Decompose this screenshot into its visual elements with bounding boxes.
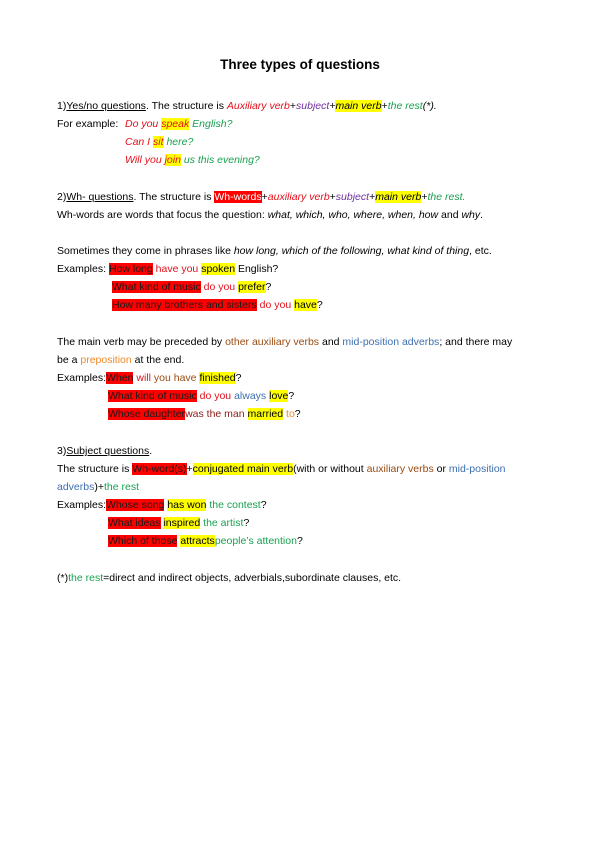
section1-main-verb: main verb xyxy=(335,100,382,112)
plus-sign: + xyxy=(289,100,297,112)
footnote-marker: (*) xyxy=(57,572,69,584)
example-wh: What kind of music xyxy=(108,390,197,402)
example-rest: us this evening? xyxy=(183,154,260,166)
section3-main-verb: conjugated main verb xyxy=(192,463,294,475)
example-main-verb: speak xyxy=(161,118,190,130)
section1-example-1-text xyxy=(125,117,232,131)
example-main-verb: sit xyxy=(153,136,164,148)
preposition: preposition xyxy=(80,354,132,366)
section1-aux: Auxiliary verb xyxy=(226,100,290,112)
section2-definition xyxy=(57,208,483,222)
section1-heading: Yes/no questions xyxy=(66,100,146,112)
section3-aux-verbs: auxiliary verbs xyxy=(366,463,434,475)
note-text: be a xyxy=(57,354,81,366)
wh-word-list: what, which, who, where, when, how xyxy=(267,209,439,221)
example-adverb: always xyxy=(234,390,267,402)
section2-example-5 xyxy=(108,389,294,403)
section1-structure-line xyxy=(57,99,437,113)
example-wh: When xyxy=(106,372,134,384)
section3-adverbs: adverbs xyxy=(57,481,95,493)
section2-example-2 xyxy=(112,280,271,294)
examples-label: Examples: xyxy=(57,372,107,384)
footnote-text: =direct and indirect objects, adverbials,subordinate clauses, etc. xyxy=(103,572,402,584)
example-main-verb: have xyxy=(294,299,317,311)
for-example-label: For example: xyxy=(57,118,119,130)
section2-wh-words: Wh-words xyxy=(214,191,262,203)
question-mark: ? xyxy=(316,299,323,311)
examples-label: Examples: xyxy=(57,499,107,511)
other-aux-verbs: other auxiliary verbs xyxy=(225,336,320,348)
example-wh: Which of those xyxy=(108,535,178,547)
section3-number: 3) xyxy=(57,445,67,457)
phrases-etc: , etc. xyxy=(469,245,492,257)
example-rest: the contest xyxy=(209,499,261,511)
note-and: and xyxy=(319,336,343,348)
structure-text: (with or without xyxy=(293,463,367,475)
section2-preposition-note xyxy=(57,353,184,367)
example-rest: English? xyxy=(192,118,233,130)
question-mark: ? xyxy=(265,281,272,293)
question-mark: ? xyxy=(294,408,301,420)
section3-example-3 xyxy=(108,534,303,548)
structure-text: )+ xyxy=(94,481,104,493)
structure-or: or xyxy=(433,463,449,475)
example-aux-subject: Can I xyxy=(125,136,151,148)
section2-phrases xyxy=(57,244,492,258)
section2-example-4 xyxy=(57,371,242,385)
section3-structure-line-2 xyxy=(57,480,139,494)
plus-sign: + xyxy=(421,191,428,203)
footnote xyxy=(57,571,401,585)
section2-example-3 xyxy=(112,298,323,312)
example-main-verb: spoken xyxy=(201,263,236,275)
example-subject-aux: you have xyxy=(153,372,197,384)
example-wh: What kind of music xyxy=(112,281,201,293)
period: . xyxy=(149,445,153,457)
section2-example-6 xyxy=(108,407,301,421)
definition-and: and xyxy=(438,209,462,221)
example-wh: How many brothers and sisters xyxy=(112,299,257,311)
phrases-text: Sometimes they come in phrases like xyxy=(57,245,234,257)
section2-main-verb: main verb xyxy=(375,191,422,203)
example-main-verb: has won xyxy=(167,499,207,511)
section3-example-1 xyxy=(57,498,267,512)
note-text: The main verb may be preceded by xyxy=(57,336,226,348)
section3-heading-line xyxy=(57,444,152,458)
plus-sign: + xyxy=(369,191,376,203)
section1-tail: (*). xyxy=(422,100,437,112)
mid-position-adverbs: mid-position adverbs xyxy=(342,336,440,348)
example-main-verb: love xyxy=(269,390,289,402)
example-wh: Whose song xyxy=(106,499,165,511)
section1-number: 1) xyxy=(57,100,67,112)
example-preposition: to xyxy=(286,408,295,420)
example-wh: What ideas xyxy=(108,517,161,529)
wh-word-why: why xyxy=(461,209,481,221)
section3-heading: Subject questions xyxy=(66,445,150,457)
section2-number: 2) xyxy=(57,191,67,203)
section3-rest: the rest xyxy=(104,481,140,493)
section2-after-heading: . The structure is xyxy=(133,191,215,203)
example-rest: here? xyxy=(166,136,194,148)
example-aux-subject: do you xyxy=(259,299,292,311)
example-aux-subject: do you xyxy=(203,281,236,293)
example-rest: the artist xyxy=(203,517,244,529)
question-mark: ? xyxy=(288,390,295,402)
example-aux: will xyxy=(136,372,151,384)
section2-rest: the rest. xyxy=(427,191,466,203)
plus-sign: + xyxy=(261,191,268,203)
page-title: Three types of questions xyxy=(220,57,380,72)
question-mark: ? xyxy=(296,535,303,547)
section3-wh-words: Wh-word(s) xyxy=(132,463,187,475)
note-tail: at the end. xyxy=(131,354,185,366)
period: . xyxy=(480,209,484,221)
section1-example-2 xyxy=(125,135,193,149)
example-aux-subject: do you xyxy=(199,390,232,402)
example-main-verb: attracts xyxy=(180,535,215,547)
example-rest: English? xyxy=(237,263,279,275)
plus-sign: + xyxy=(329,191,336,203)
example-main-verb: prefer xyxy=(238,281,266,293)
phrases-examples: how long, which of the following, what kind of thing xyxy=(233,245,470,257)
example-aux-subject: Do you xyxy=(125,118,159,130)
section2-main-verb-note xyxy=(57,335,512,349)
plus-sign: + xyxy=(329,100,336,112)
example-aux-subject: have you xyxy=(155,263,199,275)
note-tail: ; and there may xyxy=(439,336,513,348)
plus-sign: + xyxy=(186,463,193,475)
example-wh: Whose daughter xyxy=(108,408,186,420)
examples-label: Examples: xyxy=(57,263,109,275)
plus-sign: + xyxy=(381,100,388,112)
section3-structure-line xyxy=(57,462,506,476)
section2-structure-line xyxy=(57,190,465,204)
example-main-verb: join xyxy=(164,154,181,166)
section2-aux: auxiliary verb xyxy=(267,191,330,203)
question-mark: ? xyxy=(243,517,250,529)
section1-subject: subject xyxy=(296,100,330,112)
example-rest: people’s attention xyxy=(214,535,297,547)
example-aux-subject: Will you xyxy=(125,154,162,166)
section3-example-2 xyxy=(108,516,249,530)
example-main-verb: married xyxy=(247,408,284,420)
example-main-verb: inspired xyxy=(163,517,201,529)
example-main-verb: finished xyxy=(199,372,236,384)
section2-subject: subject xyxy=(335,191,370,203)
question-mark: ? xyxy=(260,499,267,511)
section1-example-3 xyxy=(125,153,260,167)
section2-example-1 xyxy=(57,262,278,276)
section3-mid-position: mid-position xyxy=(448,463,506,475)
section1-example-1 xyxy=(57,117,118,131)
question-mark: ? xyxy=(235,372,242,384)
example-aux-subject: was the man xyxy=(185,408,245,420)
example-wh: How long xyxy=(108,263,153,275)
footnote-rest: the rest xyxy=(68,572,104,584)
section1-rest: the rest xyxy=(387,100,423,112)
structure-text: The structure is xyxy=(57,463,133,475)
section2-heading: Wh- questions xyxy=(66,191,134,203)
section1-after-heading: . The structure is xyxy=(145,100,227,112)
definition-text: Wh-words are words that focus the question: xyxy=(57,209,268,221)
